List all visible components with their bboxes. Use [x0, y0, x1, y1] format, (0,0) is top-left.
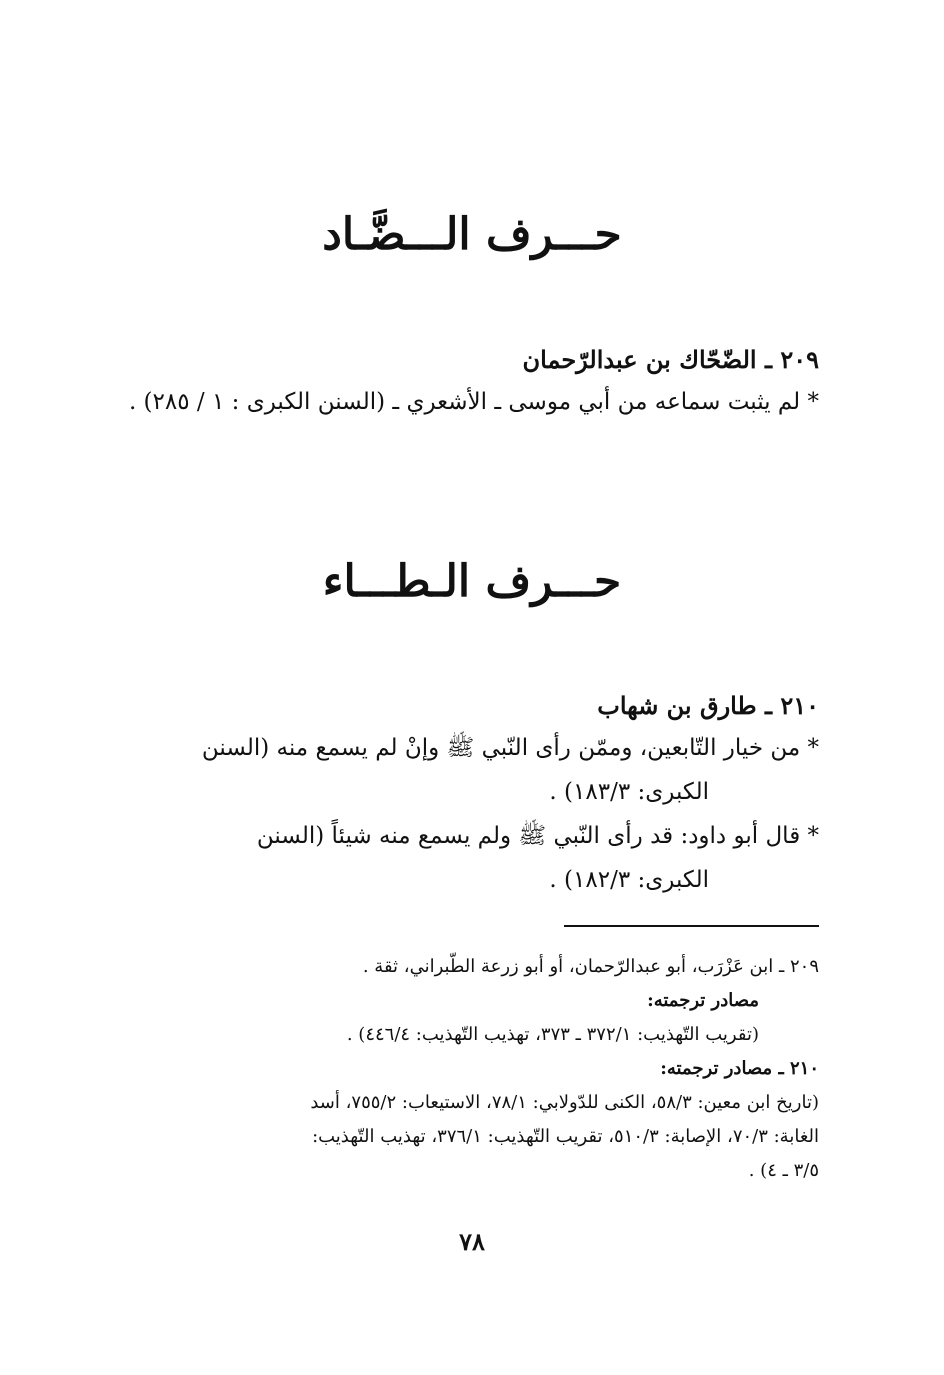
entry-line: * من خيار التّابعين، وممّن رأى النّبي ﷺ وإنْ لم يسمع منه (السنن	[201, 735, 819, 761]
entry-209	[119, 340, 819, 424]
footnote-line: (تقريب التّهذيب: ٣٧٢/١ ـ ٣٧٣، تهذيب التّهذيب: ٤٤٦/٤) .	[346, 1024, 759, 1045]
footnote-separator	[564, 925, 819, 927]
entry-title: ٢٠٩ ـ الضّحّاك بن عبدالرّحمان	[522, 345, 819, 374]
entry-line: الكبرى: ١٨٢/٣) .	[549, 867, 709, 893]
section-heading-dad: حـــرف الـــضَّـاد	[322, 209, 622, 260]
footnote-line: ٢٠٩ ـ ابن عَزْرَب، أبو عبدالرّحمان، أو أبو زرعة الطّبراني، ثقة .	[362, 956, 819, 977]
entry-line: الكبرى: ١٨٣/٣) .	[549, 779, 709, 805]
footnote-line: الغابة: ٧٠/٣، الإصابة: ٥١٠/٣، تقريب التّهذيب: ٣٧٦/١، تهذيب التّهذيب:	[312, 1126, 819, 1147]
footnote-line: مصادر ترجمته:	[647, 990, 759, 1011]
entry-line: * قال أبو داود: قد رأى النّبي ﷺ ولم يسمع منه شيئاً (السنن	[256, 823, 819, 849]
entry-210	[119, 686, 819, 902]
footnote-line: ٢١٠ ـ مصادر ترجمته:	[660, 1058, 819, 1079]
entry-title: ٢١٠ ـ طارق بن شهاب	[597, 691, 819, 720]
entry-line: * لم يثبت سماعه من أبي موسى ـ الأشعري ـ (السنن الكبرى : ١ / ٢٨٥) .	[128, 389, 819, 415]
footnote-line: (تاريخ ابن معين: ٥٨/٣، الكنى للدّولابي: ٧٨/١، الاستيعاب: ٧٥٥/٢، أسد	[310, 1092, 819, 1113]
footnotes	[119, 950, 819, 1188]
footnote-line: ٣/٥ ـ ٤) .	[748, 1160, 819, 1181]
page-number: ٧٨	[459, 1227, 485, 1256]
section-heading-taa: حـــرف الـطـــاء	[322, 556, 622, 607]
